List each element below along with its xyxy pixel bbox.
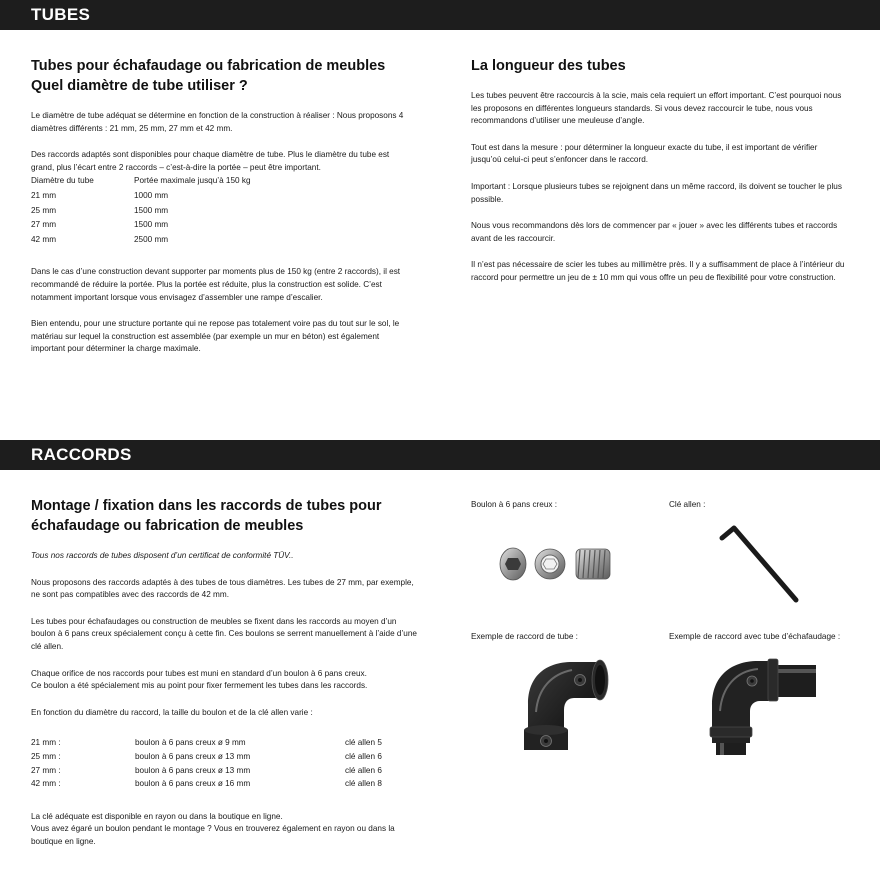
bolt-table-bolt: boulon à 6 pans creux ø 13 mm xyxy=(135,751,251,761)
raccords-paragraph-5-line2: Vous avez égaré un boulon pendant le montage ? Vous en trouverez également en rayon ou dans la boutique en ligne. xyxy=(31,824,395,846)
span-table-header xyxy=(31,175,411,188)
tubes-paragraph-2: Des raccords adaptés sont disponibles pour chaque diamètre de tube. Plus le diamètre du tube est grand, plus l’écart entre 2 raccords – c’est-à-dire la portée – peut être important. xyxy=(31,150,390,172)
table-row xyxy=(31,737,421,750)
bolt-icon xyxy=(490,540,630,588)
span-table-span: 1000 mm xyxy=(134,190,169,200)
caption-bolt: Boulon à 6 pans creux : xyxy=(471,500,558,509)
bolt-table-diameter: 42 mm : xyxy=(31,779,61,789)
bolt-table-key: clé allen 8 xyxy=(345,779,382,789)
raccords-title-line2: échafaudage ou fabrication de meubles xyxy=(31,518,304,534)
tubes-paragraph-3: Dans le cas d’une construction devant supporter par moments plus de 150 kg (entre 2 raccords), il est recommandé de réduire la portée. Plus la portée est réduite, plus la construction est solide. C’est notamment important lorsque vous envisagez d’assembler une rampe d’escalier. xyxy=(31,267,401,302)
tubes-title-line2: Quel diamètre de tube utiliser ? xyxy=(31,78,248,94)
span-table-span: 1500 mm xyxy=(134,220,169,230)
caption-fitting: Exemple de raccord de tube : xyxy=(471,632,578,641)
raccords-paragraph-3-line2: Ce boulon a été spécialement mis au point pour fixer fermement les tubes dans les raccords. xyxy=(31,681,368,691)
bolt-table-key: clé allen 6 xyxy=(345,751,382,761)
tube-length-paragraph-2: Tout est dans la mesure : pour déterminer la longueur exacte du tube, il est important de vérifier jusqu’où celui-ci peut s’enfoncer dans le raccord. xyxy=(471,142,818,165)
raccords-paragraph-4: En fonction du diamètre du raccord, la taille du boulon et de la clé allen varie : xyxy=(31,707,313,717)
tube-length-title: La longueur des tubes xyxy=(471,58,626,74)
bolt-table-key: clé allen 5 xyxy=(345,738,382,748)
table-row xyxy=(31,219,411,232)
bolt-table-bolt: boulon à 6 pans creux ø 9 mm xyxy=(135,738,246,748)
table-row xyxy=(31,190,411,203)
raccords-paragraph-3 xyxy=(31,668,421,693)
tubes-paragraph-1: Le diamètre de tube adéquat se détermine en fonction de la construction à réaliser : Nous proposons 4 diamètres différents : 21 mm, 25 mm, 27 mm et 42 mm. xyxy=(31,111,404,133)
bolt-table-diameter: 27 mm : xyxy=(31,765,61,775)
raccords-paragraph-3-line1: Chaque orifice de nos raccords pour tubes est muni en standard d’un boulon à 6 pans creux. xyxy=(31,668,367,678)
elbow-fitting-with-tube-icon xyxy=(706,655,816,755)
table-row xyxy=(31,751,421,764)
elbow-fitting-icon xyxy=(510,652,610,752)
tubes-left-column xyxy=(31,56,411,370)
tube-length-paragraph-1: Les tubes peuvent être raccourcis à la scie, mais cela requiert un effort important. C’est pourquoi nous les proposons en différentes longueurs standards. Si vous devez raccourcir le tube, nous vous recommandons d’utiliser une meuleuse d’angle. xyxy=(471,91,842,126)
raccords-title-line1: Montage / fixation dans les raccords de tubes pour xyxy=(31,498,382,514)
bolt-table-key: clé allen 6 xyxy=(345,765,382,775)
tubes-paragraph-4: Bien entendu, pour une structure portante qui ne repose pas totalement voire pas du tout sur le sol, le matériau sur lequel la construction est assemblée (par exemple un mur en béton) est également important pour déterminer la charge maximale. xyxy=(31,319,400,354)
span-table-diameter: 42 mm xyxy=(31,234,57,244)
raccords-paragraph-2: Les tubes pour échafaudages ou construction de meubles se fixent dans les raccords au moyen d’un boulon à 6 pans creux spécialement conçu à cette fin. Ces boulons se serrent manuellement à l’aide d’une clé allen. xyxy=(31,616,417,651)
span-table-header-diameter: Diamètre du tube xyxy=(31,176,94,186)
tube-length-paragraph-3: Important : Lorsque plusieurs tubes se rejoignent dans un même raccord, ils doivent se toucher le plus possible. xyxy=(471,181,842,204)
span-table-diameter: 27 mm xyxy=(31,220,57,230)
raccords-paragraph-5 xyxy=(31,811,421,849)
span-table-diameter: 21 mm xyxy=(31,190,57,200)
tubes-right-column xyxy=(471,56,849,299)
bolt-table-diameter: 25 mm : xyxy=(31,751,61,761)
bolt-table-diameter: 21 mm : xyxy=(31,738,61,748)
span-table-header-span: Portée maximale jusqu’à 150 kg xyxy=(134,176,251,186)
bolt-size-table xyxy=(31,737,421,790)
span-table-diameter: 25 mm xyxy=(31,205,57,215)
raccords-paragraph-1: Nous proposons des raccords adaptés à des tubes de tous diamètres. Les tubes de 27 mm, par exemple, ne sont pas compatibles avec des raccords de 42 mm. xyxy=(31,577,414,600)
table-row xyxy=(31,765,421,778)
caption-allen-key: Clé allen : xyxy=(669,500,706,509)
tubes-title xyxy=(31,56,411,96)
table-row xyxy=(31,778,421,791)
raccords-left-column xyxy=(31,496,421,863)
tubes-title-line1: Tubes pour échafaudage ou fabrication de meubles xyxy=(31,58,386,74)
span-table-span: 2500 mm xyxy=(134,234,169,244)
bolt-table-bolt: boulon à 6 pans creux ø 16 mm xyxy=(135,779,251,789)
section-header-tubes: TUBES xyxy=(0,0,880,30)
table-row xyxy=(31,205,411,218)
section-header-raccords: RACCORDS xyxy=(0,440,880,470)
allen-key-icon xyxy=(712,520,812,610)
certificate-note: Tous nos raccords de tubes disposent d’un certificat de conformité TÜV.. xyxy=(31,551,294,560)
span-table xyxy=(31,175,411,246)
bolt-table-bolt: boulon à 6 pans creux ø 13 mm xyxy=(135,765,251,775)
caption-fitting-with-tube: Exemple de raccord avec tube d’échafaudage : xyxy=(669,632,841,641)
span-table-span: 1500 mm xyxy=(134,205,169,215)
raccords-paragraph-5-line1: La clé adéquate est disponible en rayon ou dans la boutique en ligne. xyxy=(31,811,283,821)
table-row xyxy=(31,234,411,247)
tube-length-paragraph-5: Il n’est pas nécessaire de scier les tubes au millimètre près. Il y a suffisamment de place à l’intérieur du raccord pour permettre un jeu de ± 10 mm qui vous offre un peu de flexibilité pour votre construction. xyxy=(471,260,845,282)
raccords-title xyxy=(31,496,421,536)
tube-length-paragraph-4: Nous vous recommandons dès lors de commencer par « jouer » avec les différents tubes et raccords avant de les raccourcir. xyxy=(471,221,838,243)
